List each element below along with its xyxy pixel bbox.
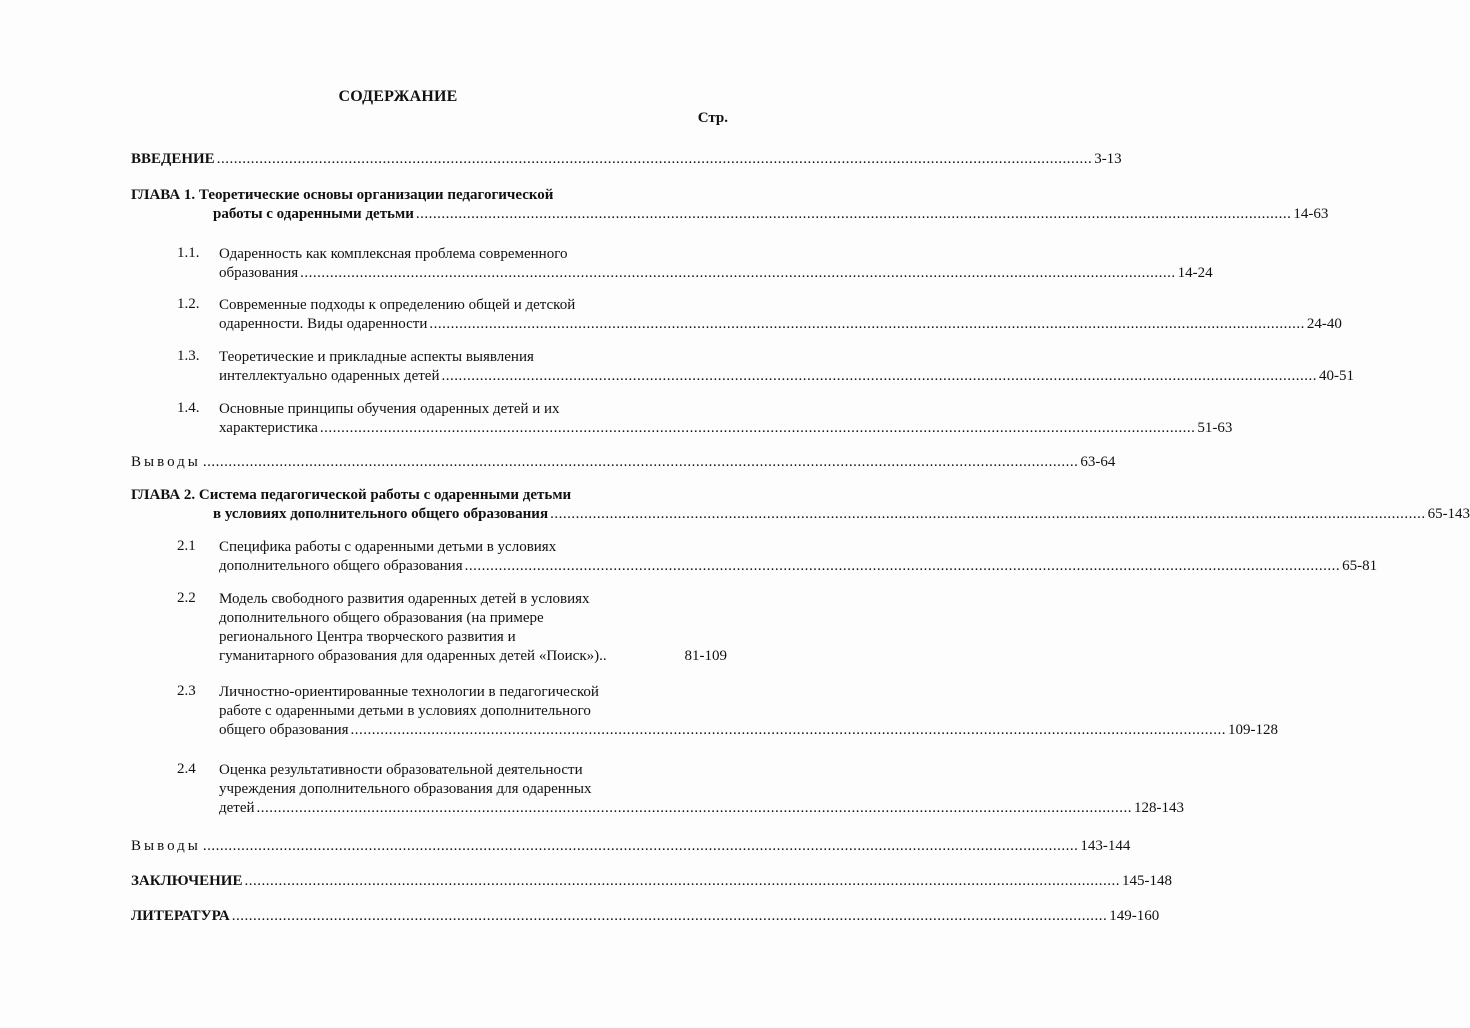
toc-entry-conclusion[interactable]: [131, 872, 1172, 891]
toc-entry-1-1[interactable]: [219, 245, 1213, 283]
toc-entry-line: ГЛАВА 1. Теоретические основы организации педагогической: [131, 187, 554, 203]
toc-entry-1-3[interactable]: [219, 348, 1354, 386]
leader-dots: ..............................................................................................................................................................................................................: [550, 506, 1426, 522]
toc-entry-line: образования: [219, 265, 299, 281]
toc-entry-line: Специфика работы с одаренными детьми в условиях: [219, 539, 557, 555]
toc-entry-label: Выводы: [131, 838, 201, 854]
section-number: 1.1.: [177, 245, 200, 261]
page-column-header: Стр.: [697, 110, 728, 126]
toc-entry-line: в условиях дополнительного общего образования: [213, 506, 549, 522]
toc-entry-2-4[interactable]: [219, 761, 1185, 818]
section-number: 2.3: [177, 683, 196, 699]
toc-page-number: 40-51: [1318, 368, 1354, 384]
leader-dots: ..............................................................................................................................................................................................................: [429, 316, 1305, 332]
toc-entry-chapter-1[interactable]: [131, 186, 1329, 224]
toc-entry-line: гуманитарного образования для одаренных детей «Поиск»)..: [219, 648, 607, 664]
toc-entry-line: характеристика: [219, 420, 318, 436]
toc-entry-line: дополнительного общего образования: [219, 558, 463, 574]
leader-dots: ..............................................................................................................................................................................................................: [202, 838, 1079, 854]
toc-entry-line: интеллектуально одаренных детей: [219, 368, 440, 384]
leader-dots: ..............................................................................................................................................................................................................: [244, 873, 1120, 889]
leader-dots: ..............................................................................................................................................................................................................: [202, 454, 1079, 470]
toc-entry-line: детей: [219, 800, 255, 816]
leader-dots: ..............................................................................................................................................................................................................: [256, 800, 1133, 816]
leader-dots: ..............................................................................................................................................................................................................: [319, 420, 1196, 436]
section-number: 2.4: [177, 761, 196, 777]
toc-entry-chapter-2[interactable]: [131, 486, 1470, 524]
toc-entry-literature[interactable]: [131, 907, 1160, 926]
leader-dots: ..............................................................................................................................................................................................................: [231, 908, 1108, 924]
page-title: СОДЕРЖАНИЕ: [338, 88, 458, 105]
leader-dots: ..............................................................................................................................................................................................................: [464, 558, 1341, 574]
toc-entry-2-3[interactable]: [219, 683, 1278, 740]
toc-page-number: 65-81: [1342, 558, 1378, 574]
section-number: 2.1: [177, 538, 196, 554]
toc-entry-2-2[interactable]: [219, 590, 727, 666]
leader-dots: ..............................................................................................................................................................................................................: [216, 151, 1093, 167]
toc-entry-line: дополнительного общего образования (на примере: [219, 610, 544, 626]
section-number: 1.2.: [177, 296, 200, 312]
toc-entry-label: ЗАКЛЮЧЕНИЕ: [131, 873, 243, 889]
toc-entry-line: работы с одаренными детьми: [213, 206, 414, 222]
toc-entry-line: Модель свободного развития одаренных детей в условиях: [219, 591, 590, 607]
toc-page-number: 109-128: [1228, 722, 1278, 738]
toc-entry-1-2[interactable]: [219, 296, 1342, 334]
toc-entry-line: Современные подходы к определению общей и детской: [219, 297, 576, 313]
toc-entry-line: общего образования: [219, 722, 349, 738]
leader-dots: ..............................................................................................................................................................................................................: [415, 206, 1292, 222]
toc-entry-1-4[interactable]: [219, 400, 1233, 438]
leader-dots: ..............................................................................................................................................................................................................: [300, 265, 1176, 281]
toc-entry-line: Теоретические и прикладные аспекты выявления: [219, 349, 534, 365]
leader-dots: ..............................................................................................................................................................................................................: [441, 368, 1317, 384]
toc-page-number: 128-143: [1134, 800, 1185, 816]
toc-entry-line: учреждения дополнительного образования для одаренных: [219, 781, 592, 797]
toc-entry-line: Одаренность как комплексная проблема современного: [219, 246, 568, 262]
toc-entry-conclusions-2[interactable]: [131, 837, 1131, 856]
toc-entry-line: Личностно-ориентированные технологии в педагогической: [219, 684, 599, 700]
toc-page-number: 143-144: [1080, 838, 1131, 854]
toc-entry-conclusions-1[interactable]: [131, 453, 1116, 472]
toc-page-number: 145-148: [1121, 873, 1172, 889]
section-number: 2.2: [177, 590, 196, 606]
toc-page-number: 63-64: [1080, 454, 1116, 470]
toc-page-number: 24-40: [1306, 316, 1342, 332]
leader-dots: ..............................................................................................................................................................................................................: [350, 722, 1226, 738]
toc-entry-intro[interactable]: [131, 150, 1122, 169]
toc-entry-label: ЛИТЕРАТУРА: [131, 908, 230, 924]
toc-entry-line: одаренности. Виды одаренности: [219, 316, 428, 332]
toc-entry-line: ГЛАВА 2. Система педагогической работы с одаренными детьми: [131, 487, 572, 503]
section-number: 1.4.: [177, 400, 200, 416]
toc-page-number: 3-13: [1094, 151, 1122, 167]
toc-entry-line: Основные принципы обучения одаренных детей и их: [219, 401, 560, 417]
toc-entry-line: регионального Центра творческого развития и: [219, 629, 516, 645]
toc-page-number: 14-24: [1177, 265, 1213, 281]
toc-entry-label: ВВЕДЕНИЕ: [131, 151, 215, 167]
toc-entry-line: Оценка результативности образовательной деятельности: [219, 762, 583, 778]
toc-page-number: 149-160: [1109, 908, 1160, 924]
toc-page-number: 14-63: [1293, 206, 1329, 222]
toc-page-number: 81-109: [684, 648, 727, 664]
toc-entry-2-1[interactable]: [219, 538, 1378, 576]
toc-page-number: 51-63: [1197, 420, 1233, 436]
toc-entry-label: Выводы: [131, 454, 201, 470]
section-number: 1.3.: [177, 348, 200, 364]
toc-entry-line: работе с одаренными детьми в условиях дополнительного: [219, 703, 591, 719]
toc-page-number: 65-143: [1427, 506, 1470, 522]
